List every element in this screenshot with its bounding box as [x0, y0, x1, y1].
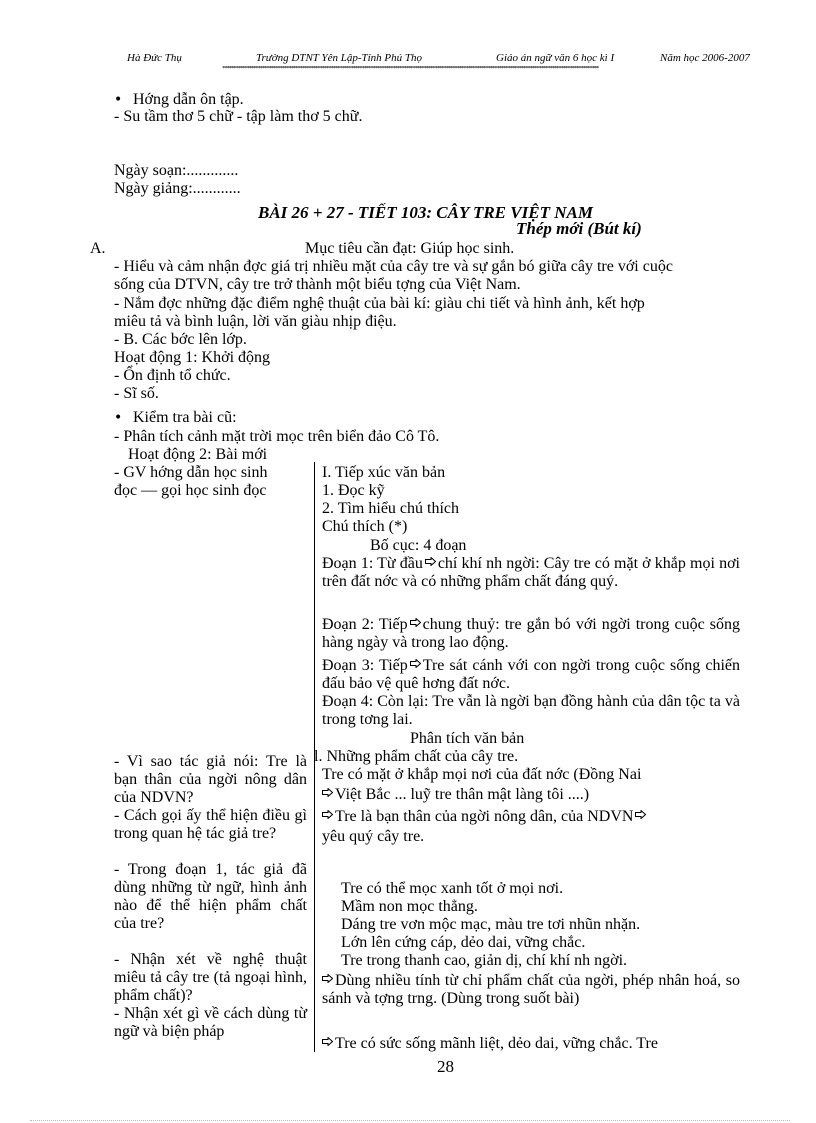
quality-4: Lớn lên cứng cáp, dẻo dai, vững chắc.	[341, 934, 586, 951]
paragraph-1	[322, 555, 740, 591]
paragraph-3	[322, 657, 740, 693]
friend-line	[322, 808, 648, 826]
paragraph-2-head: Đoạn 2: Tiếp	[322, 616, 408, 633]
activity-2: Hoạt động 2: Bài mới	[128, 446, 268, 463]
vitality-line	[322, 1035, 658, 1053]
right-notes-star: Chú thích (*)	[322, 518, 408, 535]
section-a-label: A.	[90, 240, 106, 257]
left-q3: - Cách gọi ấy thể hiện điều gì trong quan hệ tác giả tre?	[114, 807, 307, 842]
paragraph-2-body: chung thuỷ: tre gắn bó với ngời trong cuộc sống hàng ngày và trong lao động.	[322, 616, 740, 651]
header-author: Hà Đức Thụ	[127, 52, 182, 64]
right-notes: 2. Tìm hiểu chú thích	[322, 500, 460, 517]
objective-1a: - Hiểu và cảm nhận đợc giá trị nhiều mặt của cây tre và sự gắn bó giữa cây tre với cuộc	[114, 258, 673, 275]
friend-line-2: yêu quý cây tre.	[322, 828, 425, 845]
right-read: 1. Đọc kỹ	[322, 482, 385, 499]
arrow-icon	[425, 557, 436, 566]
header-star-divider: **************************************************************************************************************************************************************************	[222, 66, 599, 72]
quality-2: Mầm non mọc thẳng.	[341, 898, 478, 915]
lesson-title: BÀI 26 + 27 - TIẾT 103: CÂY TRE VIỆT NAM	[258, 203, 593, 222]
presence-line: Tre có mặt ở khắp mọi nơi của đất nớc (Đồng Nai	[322, 766, 642, 783]
left-q4: - Trong đoạn 1, tác giả đã dùng những từ ngữ, hình ảnh nào để thể hiện phẩm chất của tre?	[114, 861, 307, 932]
technique-text: Dùng nhiều tính từ chỉ phẩm chất của ngời, phép nhân hoá, so sánh và tợng trng. (Dùng trong suốt bài)	[322, 972, 740, 1007]
analysis-heading: Phân tích văn bản	[410, 730, 525, 747]
section-b: - B. Các bớc lên lớp.	[114, 331, 247, 348]
arrow-icon	[322, 974, 333, 983]
page-bottom-border	[30, 1120, 790, 1121]
collect-poems: - Su tầm thơ 5 chữ - tập làm thơ 5 chữ.	[114, 108, 363, 125]
paragraph-3-body: Tre sát cánh với con ngời trong cuộc sống chiến đấu bảo vệ quê hơng đất nớc.	[322, 657, 740, 692]
date-prepared: Ngày soạn:.............	[114, 162, 239, 179]
section-a-title: Mục tiêu cần đạt: Giúp học sinh.	[305, 240, 515, 257]
arrow-icon	[322, 810, 333, 819]
paragraph-1-body: chí khí nh ngời: Cây tre có mặt ở khắp mọi nơi trên đất nớc và có những phẩm chất đáng quý.	[322, 555, 740, 590]
review-guide: Hớng dẫn ôn tập.	[133, 91, 244, 108]
header-school: Trường DTNT Yên Lập-Tỉnh Phú Thọ	[256, 52, 423, 64]
page-number: 28	[437, 1057, 454, 1076]
check-item: - Phân tích cảnh mặt trời mọc trên biển đảo Cô Tô.	[114, 428, 440, 445]
date-taught: Ngày giảng:............	[114, 180, 241, 197]
left-q1b: đọc — gọi học sinh đọc	[114, 482, 267, 499]
left-q2: - Vì sao tác giả nói: Tre là bạn thân của ngời nông dân của NDVN?	[114, 753, 307, 806]
bullet-icon: •	[114, 92, 123, 108]
activity-1: Hoạt động 1: Khởi động	[114, 349, 271, 366]
check-old-lesson: Kiểm tra bài cũ:	[133, 409, 237, 426]
presence-line-2	[322, 786, 589, 804]
stabilize: - Ổn định tổ chức.	[114, 367, 231, 384]
presence-line-2-text: Việt Bắc ... luỹ tre thân mật làng tôi ....)	[335, 786, 590, 803]
paragraph-3-head: Đoạn 3: Tiếp	[322, 657, 408, 674]
friend-line-text: Tre là bạn thân của ngời nông dân, của NDVN	[335, 808, 634, 825]
right-structure: Bố cục: 4 đoạn	[370, 537, 467, 554]
header-year: Năm học 2006-2007	[660, 52, 750, 64]
right-reading-header: I. Tiếp xúc văn bản	[322, 464, 446, 481]
technique-paragraph	[322, 972, 740, 1008]
attendance: - Sĩ số.	[114, 385, 159, 402]
objective-2b: miêu tả và bình luận, lời văn giàu nhịp điệu.	[114, 313, 397, 330]
paragraph-4: Đoạn 4: Còn lại: Tre vẫn là ngời bạn đồng hành của dân tộc ta và trong tơng lai.	[322, 693, 740, 728]
arrow-icon	[410, 659, 421, 668]
section-qualities: l. Những phẩm chất của cây tre.	[314, 748, 519, 765]
arrow-icon	[322, 1037, 333, 1046]
paragraph-1-head: Đoạn 1: Từ đầu	[322, 555, 423, 572]
bullet-icon: •	[114, 410, 123, 426]
arrow-icon	[635, 810, 646, 819]
header-subject: Giáo án ngữ văn 6 học kì I	[496, 52, 615, 64]
left-q6: - Nhận xét gì về cách dùng từ ngữ và biện pháp	[114, 1005, 307, 1040]
lesson-subtitle: Thép mới (Bút kí)	[516, 219, 642, 238]
quality-5: Tre trong thanh cao, giản dị, chí khí nh ngời.	[341, 952, 628, 969]
left-q5: - Nhận xét về nghệ thuật miêu tả cây tre (tả ngoại hình, phẩm chất)?	[114, 951, 307, 1004]
quality-3: Dáng tre vơn mộc mạc, màu tre tơi nhũn nhặn.	[341, 916, 641, 933]
vitality-text: Tre có sức sống mãnh liệt, dẻo dai, vững chắc. Tre	[335, 1035, 658, 1052]
objective-1b: sống của DTVN, cây tre trở thành một biểu tợng của Việt Nam.	[114, 276, 521, 293]
paragraph-2	[322, 616, 740, 652]
left-q1a: - GV hớng dẫn học sinh	[114, 464, 268, 481]
arrow-icon	[322, 788, 333, 797]
objective-2a: - Nắm đợc những đặc điểm nghệ thuật của bài kí: giàu chi tiết và hình ảnh, kết hợp	[114, 295, 645, 312]
quality-1: Tre có thể mọc xanh tốt ở mọi nơi.	[341, 880, 564, 897]
arrow-icon	[410, 618, 421, 627]
